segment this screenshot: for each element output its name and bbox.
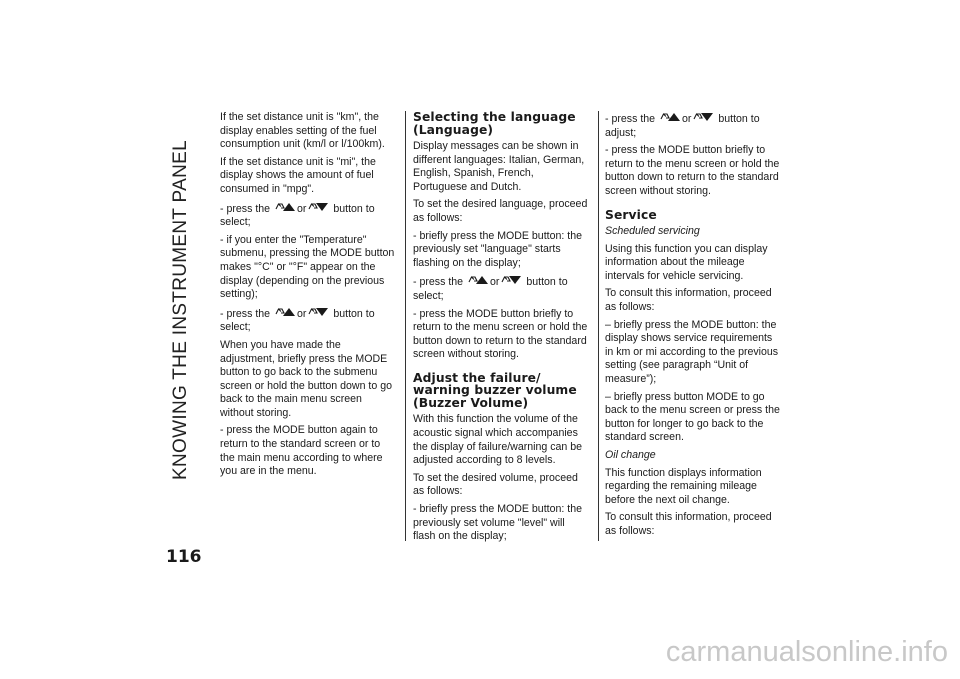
mode-up-arrow-icon [659, 111, 681, 123]
paragraph: - press the MODE button briefly to return to the menu screen or hold the button down to return to the standard screen without storing. [413, 307, 588, 361]
column-divider [405, 111, 406, 541]
heading-line: Adjust the failure/ [413, 370, 541, 385]
text: - press the [220, 202, 271, 215]
paragraph: To consult this information, proceed as follows: [605, 287, 772, 314]
paragraph: - press the MODE button briefly to return to the menu screen or hold the button down to return to the standard screen without storing. [605, 144, 780, 197]
paragraph: When you have made the adjustment, briefly press the MODE button to go back to the submenu screen or hold the button down to go back to the main menu screen without storing. [220, 338, 392, 419]
paragraph: To set the desired language, proceed as follows: [413, 198, 588, 224]
column-1 [220, 111, 396, 483]
paragraph: - press the MODE button again to return to the standard screen or to the main menu according to where you are in the menu. [220, 424, 383, 478]
mode-down-arrow-icon [692, 111, 714, 123]
text: button to select; [413, 276, 568, 302]
heading-line: warning buzzer volume [413, 383, 577, 398]
instruction-press-buttons [220, 201, 396, 230]
side-section-title [164, 80, 198, 540]
subheading-scheduled-servicing: Scheduled servicing [605, 225, 700, 238]
heading-line: (Language) [413, 122, 494, 137]
mode-up-arrow-icon [274, 201, 296, 213]
text: or [490, 276, 500, 289]
instruction-press-buttons [413, 274, 589, 303]
paragraph: Display messages can be shown in different languages: Italian, German, English, Spanish, French, Portuguese and Dutch. [413, 140, 585, 193]
paragraph: – briefly press the MODE button: the display shows service requirements in km or mi according to the previous setting (see paragraph “Unit of measure”); [605, 318, 779, 385]
paragraph: If the set distance unit is "km", the display enables setting of the fuel consumption unit (km/l or l/100km). [220, 111, 385, 151]
text: - press the [605, 113, 656, 125]
paragraph: – briefly press button MODE to go back to the menu screen or press the button for longer to go back to the standard screen. [605, 390, 780, 444]
paragraph: If the set distance unit is "mi", the display shows the amount of fuel consumed in "mpg". [220, 155, 376, 195]
mode-down-arrow-icon [307, 306, 329, 318]
paragraph: This function displays information regarding the remaining mileage before the next oil change. [605, 466, 762, 506]
section-heading-buzzer-volume [413, 372, 589, 410]
paragraph: To consult this information, proceed as follows: [605, 511, 772, 537]
text: - press the [413, 276, 464, 289]
text: button to select; [220, 202, 375, 229]
section-heading-language [413, 111, 589, 136]
side-title-text: KNOWING THE INSTRUMENT PANEL [170, 140, 191, 480]
paragraph: - briefly press the MODE button: the previously set "language" starts flashing on the display; [413, 229, 582, 269]
column-3 [605, 111, 781, 543]
watermark: carmanualsonline.info [665, 636, 948, 668]
subheading-oil-change: Oil change [605, 448, 656, 461]
text: or [297, 202, 307, 215]
paragraph: - briefly press the MODE button: the previously set volume "level" will flash on the display; [413, 502, 582, 543]
column-divider [598, 111, 599, 541]
text: - press the [220, 307, 271, 320]
paragraph: Using this function you can display information about the mileage intervals for vehicle servicing. [605, 242, 768, 282]
text: button to select; [220, 307, 375, 334]
mode-up-arrow-icon [274, 306, 296, 318]
column-2 [413, 111, 589, 548]
text: button to adjust; [605, 113, 760, 139]
mode-down-arrow-icon [307, 201, 329, 213]
page-number: 116 [166, 547, 202, 567]
text: or [297, 307, 307, 320]
mode-down-arrow-icon [500, 274, 522, 286]
heading-line: Selecting the language [413, 110, 576, 124]
instruction-press-buttons [220, 306, 396, 335]
paragraph: To set the desired volume, proceed as follows: [413, 471, 578, 498]
text: or [682, 113, 692, 125]
mode-up-arrow-icon [467, 274, 489, 286]
paragraph: With this function the volume of the acoustic signal which accompanies the display of failure/warning can be adjusted according to 8 levels. [413, 413, 583, 467]
heading-line: (Buzzer Volume) [413, 395, 529, 410]
section-heading-service: Service [605, 207, 657, 222]
paragraph: - if you enter the "Temperature" submenu, pressing the MODE button makes "°C" or "°F" appear on the display (depending on the previous setting); [220, 233, 395, 301]
instruction-press-buttons [605, 111, 781, 140]
